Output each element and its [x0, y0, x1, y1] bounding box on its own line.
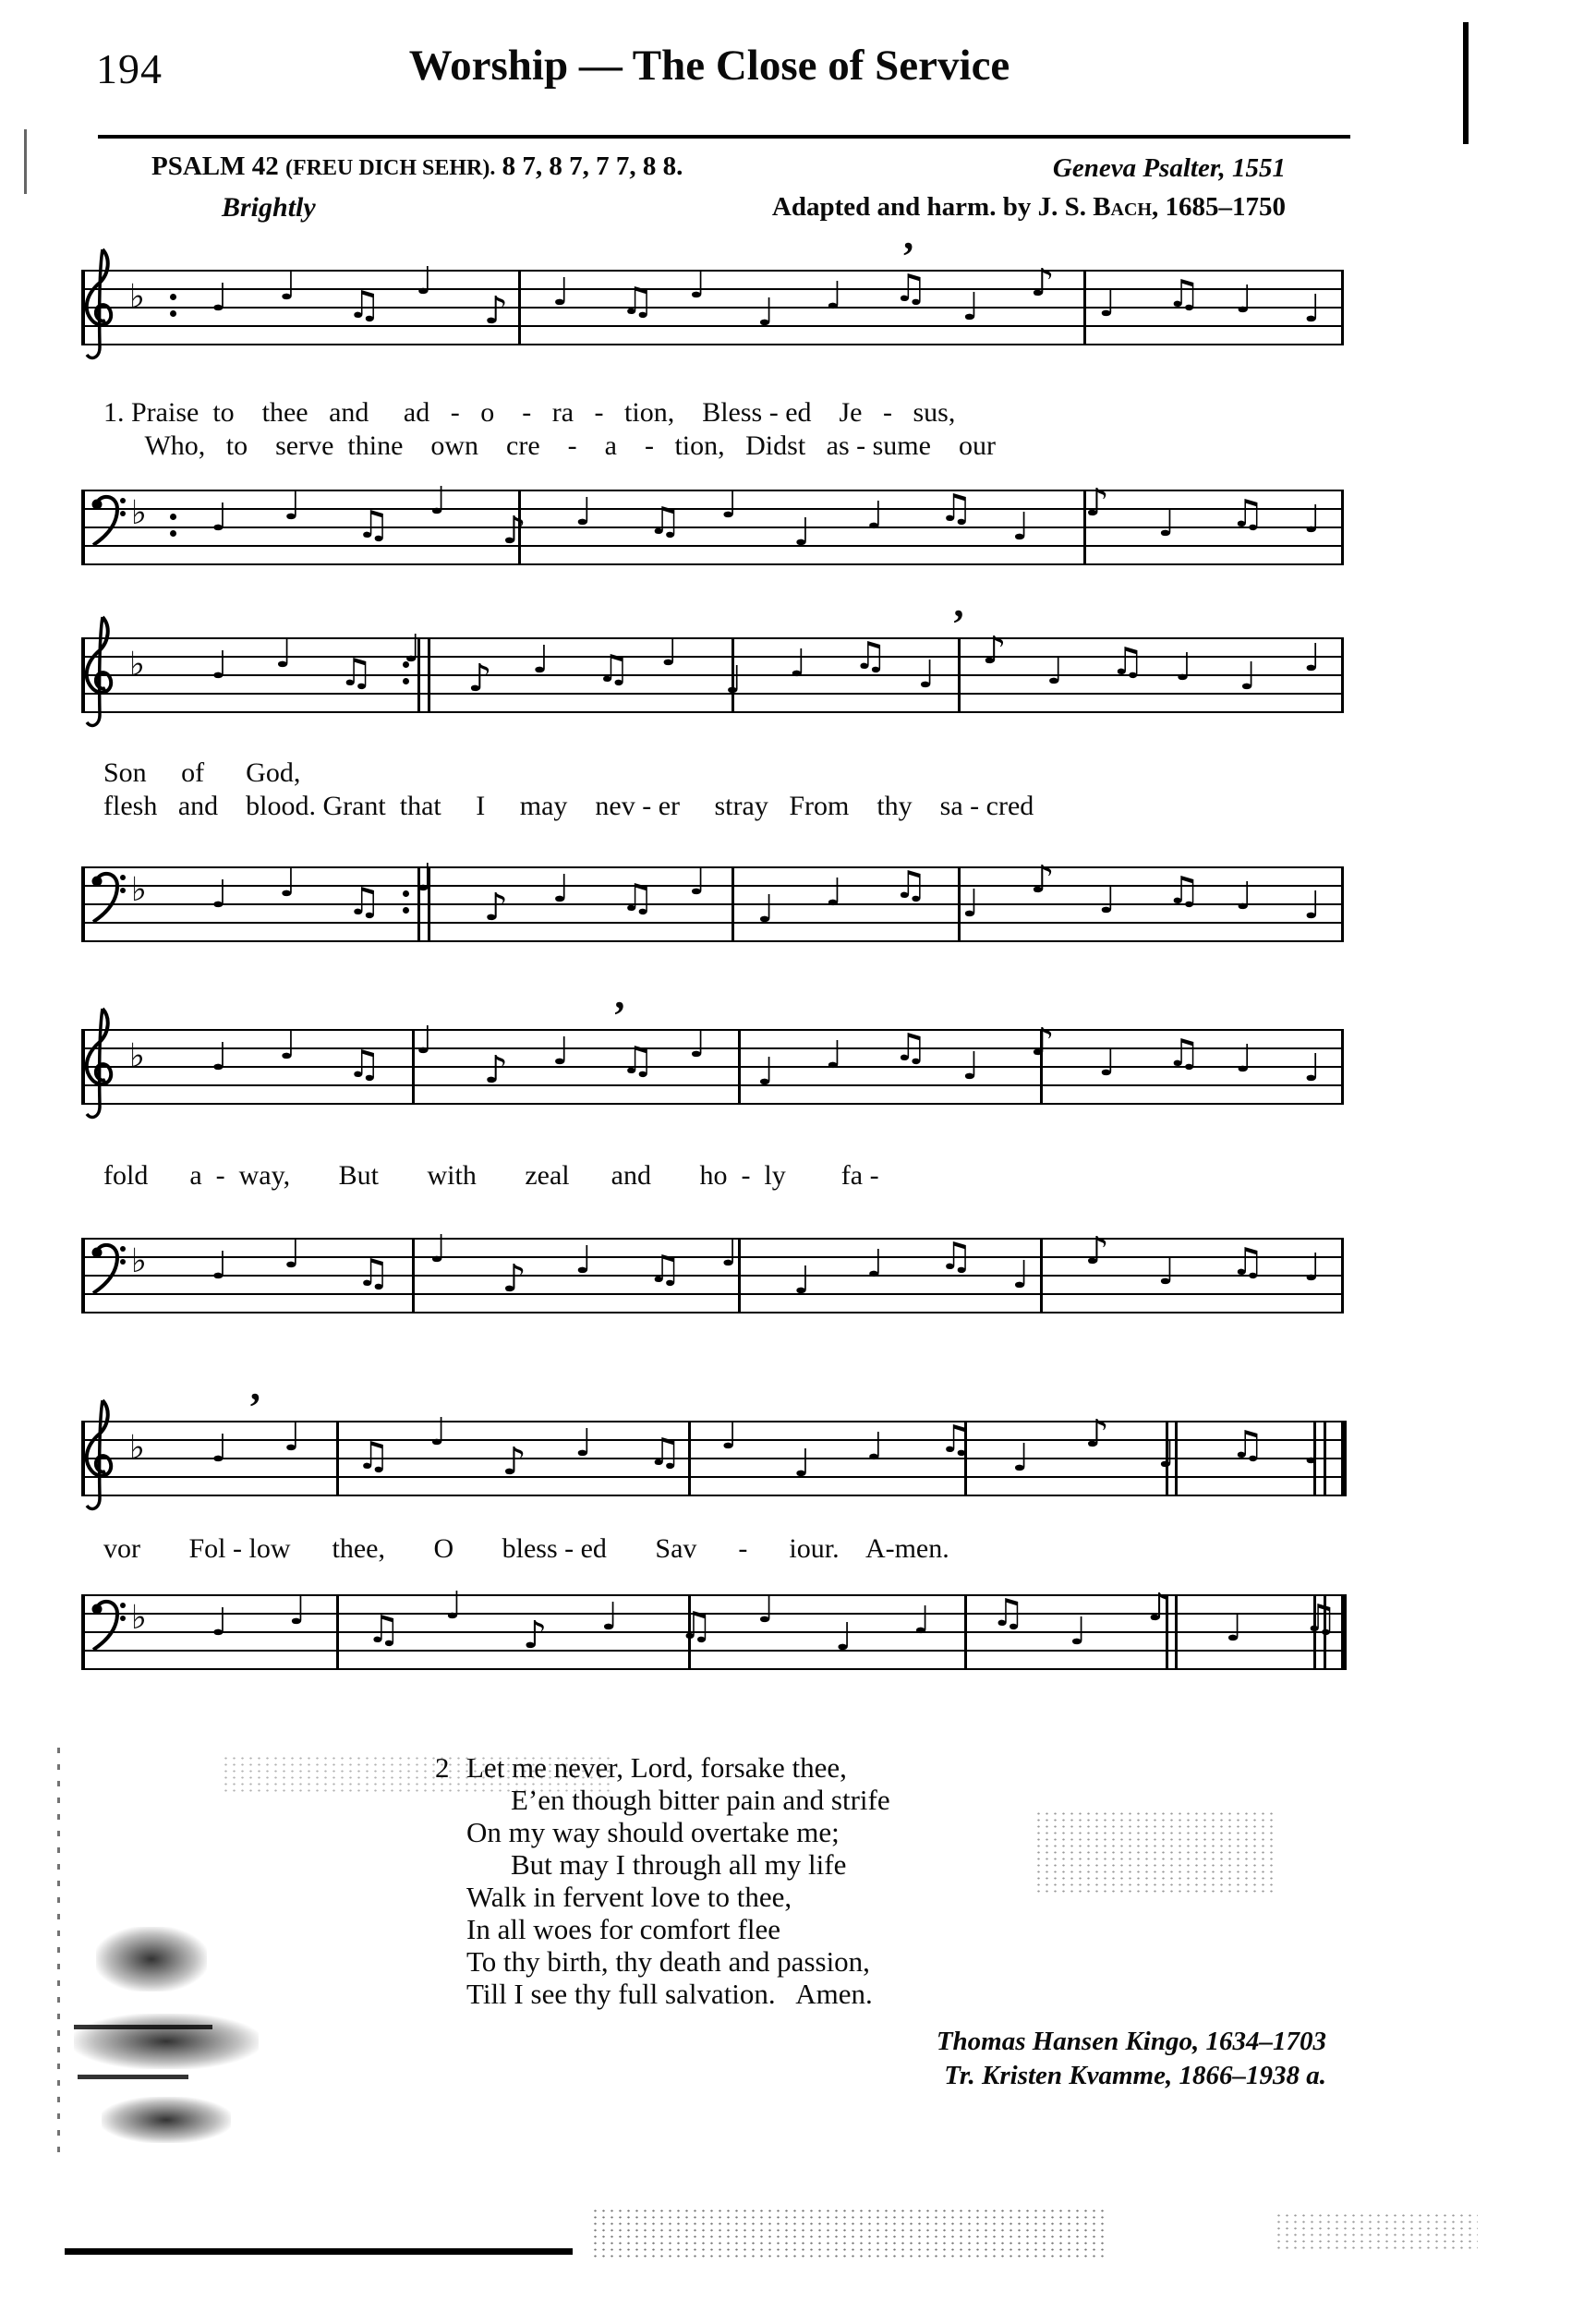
music-note: ♪: [523, 1613, 548, 1657]
music-note: ♩: [283, 1232, 302, 1277]
bass-staff-2: [81, 855, 1344, 942]
treble-staff-3: [81, 993, 1344, 1105]
music-note: ♩: [1235, 1036, 1253, 1081]
treble-clef-icon: [78, 1391, 120, 1530]
music-note: ♪: [1030, 1020, 1055, 1064]
composer-name: Bach: [1093, 192, 1152, 222]
scan-artifact: [78, 2075, 188, 2079]
music-note: ♫: [356, 1251, 391, 1295]
music-note: ♪: [1084, 480, 1109, 525]
music-note: ♫: [620, 279, 655, 323]
music-note: ♩: [211, 495, 229, 539]
music-note: ♫: [991, 1591, 1025, 1635]
treble-staff-2: [81, 601, 1344, 713]
music-note: ♫: [1303, 1596, 1337, 1640]
music-note: ♪: [1084, 1411, 1109, 1456]
music-note: ♫: [356, 1434, 391, 1478]
scan-artifact: [57, 1748, 60, 2154]
barline: [738, 1238, 741, 1313]
music-note: ♫: [1230, 1422, 1265, 1467]
music-note: ♩: [278, 264, 297, 309]
music-note: ♪: [483, 288, 508, 333]
music-note: ♪: [483, 885, 508, 929]
translator-credit: Tr. Kristen Kvamme, 1866–1938 a.: [944, 2061, 1326, 2090]
music-note: ♩: [211, 275, 229, 320]
music-note: ♩: [793, 1258, 812, 1302]
music-note: ♩: [688, 859, 707, 903]
music-note: ♩: [688, 1022, 707, 1066]
treble-clef-icon: [78, 240, 120, 379]
bass-clef-icon: [89, 1237, 126, 1301]
music-note: ♫: [339, 650, 373, 695]
lyric-line: 1. Praise to thee and ad - o - ra - tion, Bless - ed Je - sus,: [103, 397, 956, 428]
header-rule: [98, 135, 1350, 139]
double-barline: [428, 637, 430, 713]
author-credit: Thomas Hansen Kingo, 1634–1703: [936, 2027, 1326, 2056]
music-note: ♫: [356, 502, 391, 547]
music-note: ♩: [283, 484, 302, 528]
music-note: ♩: [1011, 1253, 1031, 1297]
music-note: ♩: [961, 881, 980, 926]
attribution: [937, 2025, 1326, 2093]
music-note: ♩: [211, 1243, 229, 1288]
music-note: ♩: [917, 652, 936, 696]
music-note: ♪: [982, 628, 1007, 672]
music-note: ♩: [283, 1415, 302, 1459]
music-note: ♫: [1167, 1031, 1202, 1075]
barline: [336, 1594, 339, 1670]
bass-staff-1: [81, 478, 1344, 565]
barline: [958, 637, 961, 713]
music-note: ♩: [288, 1589, 307, 1633]
music-note: ♩: [720, 1413, 739, 1458]
music-note: ♩: [1098, 878, 1117, 922]
music-note: ♩: [1303, 1245, 1322, 1289]
music-note: ♩: [1069, 1609, 1087, 1653]
music-note: ♩: [1046, 648, 1065, 693]
verse-line: Till I see thy full salvation. Amen.: [466, 1978, 873, 2010]
music-note: ♩: [211, 1600, 229, 1644]
music-note: ♩: [1303, 286, 1322, 331]
music-note: ♫: [893, 863, 928, 907]
music-note: ♫: [893, 266, 928, 310]
music-note: ♫: [346, 283, 381, 327]
verse-line: But may I through all my life: [511, 1848, 847, 1881]
music-note: ♪: [1030, 857, 1055, 902]
verse-line: Walk in fervent love to thee,: [466, 1881, 792, 1913]
bass-clef-icon: [89, 489, 126, 553]
music-note: ♩: [551, 866, 571, 911]
scan-artifact: [1463, 22, 1469, 144]
music-note: ♩: [756, 887, 775, 931]
music-note: ♩: [865, 493, 885, 538]
verse-2: [435, 1751, 890, 2010]
scan-artifact: [96, 1927, 207, 1991]
music-note: ♩: [574, 490, 593, 534]
double-barline: [1175, 1594, 1178, 1670]
barline: [738, 1029, 741, 1105]
music-note: ♫: [938, 1417, 973, 1461]
music-note: ♫: [620, 1038, 655, 1083]
music-note: ♩: [415, 1018, 434, 1062]
bass-staff-4: [81, 1583, 1347, 1670]
music-note: ♩: [865, 1424, 885, 1469]
music-note: ♩: [660, 630, 679, 674]
lyric-line: fold a - way, But with zeal and ho - ly fa -: [103, 1160, 879, 1191]
lyric-line: vor Fol - low thee, O bless - ed Sav - iour. A-men.: [103, 1533, 949, 1564]
music-note: ♩: [1235, 277, 1253, 321]
music-note: ♩: [1157, 1432, 1176, 1476]
music-note: ♩: [961, 284, 980, 329]
scan-artifact: [1275, 2212, 1478, 2249]
music-note: ♩: [444, 1583, 463, 1628]
music-note: ♩: [1303, 497, 1322, 541]
bass-staff-3: [81, 1227, 1344, 1313]
music-note: ♩: [825, 1033, 843, 1077]
music-note: ♩: [1098, 1040, 1117, 1084]
double-barline: [1324, 1421, 1326, 1496]
music-note: ♫: [647, 499, 683, 543]
barline: [732, 866, 734, 942]
barline: [1083, 270, 1086, 345]
music-note: ♫: [346, 879, 381, 924]
music-note: ♪: [502, 508, 526, 552]
scan-artifact: [1034, 1810, 1275, 1894]
music-note: ♫: [596, 647, 631, 691]
verse-line: On my way should overtake me;: [466, 1816, 840, 1848]
music-note: ♪: [1084, 1229, 1109, 1273]
music-note: ♩: [274, 632, 293, 676]
music-note: ♪: [467, 656, 492, 700]
music-note: ♫: [679, 1604, 713, 1648]
music-note: ♩: [403, 626, 422, 671]
music-note: ♪: [502, 1256, 526, 1301]
music-note: ♩: [913, 1598, 931, 1642]
music-note: ♩: [1157, 501, 1176, 545]
barline: [958, 866, 961, 942]
music-note: ♩: [793, 1441, 812, 1485]
treble-clef-icon: [78, 608, 120, 746]
bass-clef-icon: [89, 1593, 126, 1658]
barline: [518, 270, 521, 345]
verse-line: E’en though bitter pain and strife: [511, 1784, 890, 1816]
music-note: ♫: [620, 876, 655, 920]
music-note: ♩: [1011, 1435, 1031, 1480]
flat-key-signature: ♭: [131, 494, 147, 532]
music-note: ♫: [853, 634, 888, 678]
music-note: ♩: [600, 1594, 619, 1639]
bass-clef-icon: [89, 866, 126, 930]
arranger-credit: Adapted and harm. by J. S. Bach, 1685–1750: [771, 192, 1286, 222]
music-note: ♩: [793, 510, 812, 554]
music-note: ♩: [756, 1049, 775, 1094]
music-note: ♩: [724, 658, 744, 702]
music-note: ♫: [346, 1042, 381, 1086]
music-note: ♩: [688, 262, 707, 307]
music-note: ♩: [1175, 645, 1193, 689]
music-note: ♩: [278, 1023, 297, 1068]
music-note: ♫: [938, 1234, 973, 1278]
music-note: ♩: [532, 637, 550, 682]
lyric-line: flesh and blood. Grant that I may nev - er stray From thy sa - cred: [103, 791, 1034, 821]
music-note: ♪: [1147, 1585, 1172, 1629]
verse-number: 2: [435, 1751, 450, 1784]
music-note: ♩: [211, 872, 229, 916]
barline: [688, 1421, 691, 1496]
music-note: ♩: [415, 259, 434, 303]
music-note: ♩: [1235, 874, 1253, 918]
tune-meter: 8 7, 8 7, 7 7, 8 8.: [495, 151, 683, 181]
tune-alt-name: (FREU DICH SEHR).: [285, 156, 496, 180]
music-note: ♩: [1303, 883, 1322, 927]
flat-key-signature: ♭: [129, 1037, 145, 1075]
music-note: ♩: [415, 855, 434, 900]
flat-key-signature: ♭: [129, 278, 145, 316]
music-note: ♩: [1239, 654, 1257, 698]
flat-key-signature: ♭: [131, 871, 147, 909]
treble-clef-icon: [78, 999, 120, 1138]
music-note: ♩: [429, 478, 447, 523]
page-title: Worship — The Close of Service: [408, 42, 1010, 90]
verse-line: 2 Let me never, Lord, forsake thee,: [435, 1751, 847, 1784]
treble-staff-1: [81, 234, 1344, 345]
music-note: ♩: [1225, 1605, 1244, 1650]
music-note: ♩: [1303, 1428, 1322, 1472]
music-note: ♩: [429, 1227, 447, 1271]
flat-key-signature: ♭: [131, 1242, 147, 1280]
music-note: ♩: [1303, 636, 1322, 680]
music-note: ♩: [1157, 1249, 1176, 1293]
music-note: ♩: [835, 1615, 853, 1659]
barline: [1040, 1238, 1043, 1313]
tune-name: PSALM 42: [151, 151, 285, 181]
music-note: ♩: [756, 290, 775, 334]
music-note: ♫: [1167, 272, 1202, 316]
music-note: ♩: [1303, 1046, 1322, 1090]
music-note: ♪: [1030, 260, 1055, 305]
scan-artifact: [65, 2248, 573, 2255]
music-note: ♩: [756, 1587, 775, 1631]
scan-artifact: [74, 2025, 212, 2029]
music-note: ♩: [211, 643, 229, 687]
music-note: ♩: [1011, 504, 1031, 549]
music-note: ♫: [1230, 1240, 1265, 1284]
music-note: ♩: [278, 861, 297, 905]
breath-mark: ’: [612, 993, 626, 1038]
music-note: ♫: [367, 1607, 401, 1652]
scan-artifact: [74, 2014, 259, 2069]
music-note: ♩: [574, 1421, 593, 1465]
music-note: ♫: [647, 1247, 683, 1291]
breath-mark: ’: [901, 234, 915, 279]
music-note: ♫: [893, 1025, 928, 1070]
flat-key-signature: ♭: [131, 1599, 147, 1637]
music-note: ♩: [961, 1044, 980, 1088]
music-note: ♩: [1098, 281, 1117, 325]
music-note: ♩: [551, 1029, 571, 1073]
music-note: ♩: [574, 1238, 593, 1282]
breath-mark: ’: [248, 1385, 262, 1430]
music-note: ♫: [1110, 639, 1145, 684]
music-note: ♩: [211, 1426, 229, 1471]
barline: [412, 1238, 415, 1313]
music-note: ♩: [551, 270, 571, 314]
music-note: ♩: [720, 1230, 739, 1275]
music-note: ♪: [502, 1439, 526, 1483]
breath-mark: ’: [951, 601, 966, 647]
music-note: ♫: [1167, 868, 1202, 913]
music-note: ♫: [647, 1430, 683, 1474]
tempo-marking: Brightly: [222, 192, 316, 223]
flat-key-signature: ♭: [129, 646, 145, 684]
tune-line: [151, 151, 683, 182]
music-note: ♩: [825, 870, 843, 914]
music-note: ♩: [865, 1241, 885, 1286]
lyric-line: Who, to serve thine own cre - a - tion, Didst as - sume our: [103, 430, 996, 461]
scan-artifact: [24, 129, 27, 194]
barline: [964, 1594, 967, 1670]
music-note: ♫: [938, 486, 973, 530]
tune-source: Geneva Psalter, 1551: [1052, 153, 1286, 183]
music-note: ♩: [429, 1410, 447, 1454]
music-note: ♫: [1230, 491, 1265, 536]
music-note: ♩: [211, 1035, 229, 1079]
treble-staff-4: [81, 1385, 1347, 1496]
page-number: 194: [96, 45, 163, 92]
flat-key-signature: ♭: [129, 1429, 145, 1467]
scan-artifact: [102, 2097, 231, 2143]
scan-artifact: [591, 2208, 1108, 2258]
verse-line: In all woes for comfort flee: [466, 1913, 781, 1945]
music-note: ♩: [720, 482, 739, 527]
verse-line: To thy birth, thy death and passion,: [466, 1945, 870, 1978]
barline: [412, 1029, 415, 1105]
music-note: ♩: [825, 273, 843, 318]
barline: [336, 1421, 339, 1496]
lyric-line: Son of God,: [103, 757, 301, 788]
music-note: ♩: [789, 641, 807, 685]
double-barline: [1175, 1421, 1178, 1496]
music-note: ♪: [483, 1047, 508, 1092]
